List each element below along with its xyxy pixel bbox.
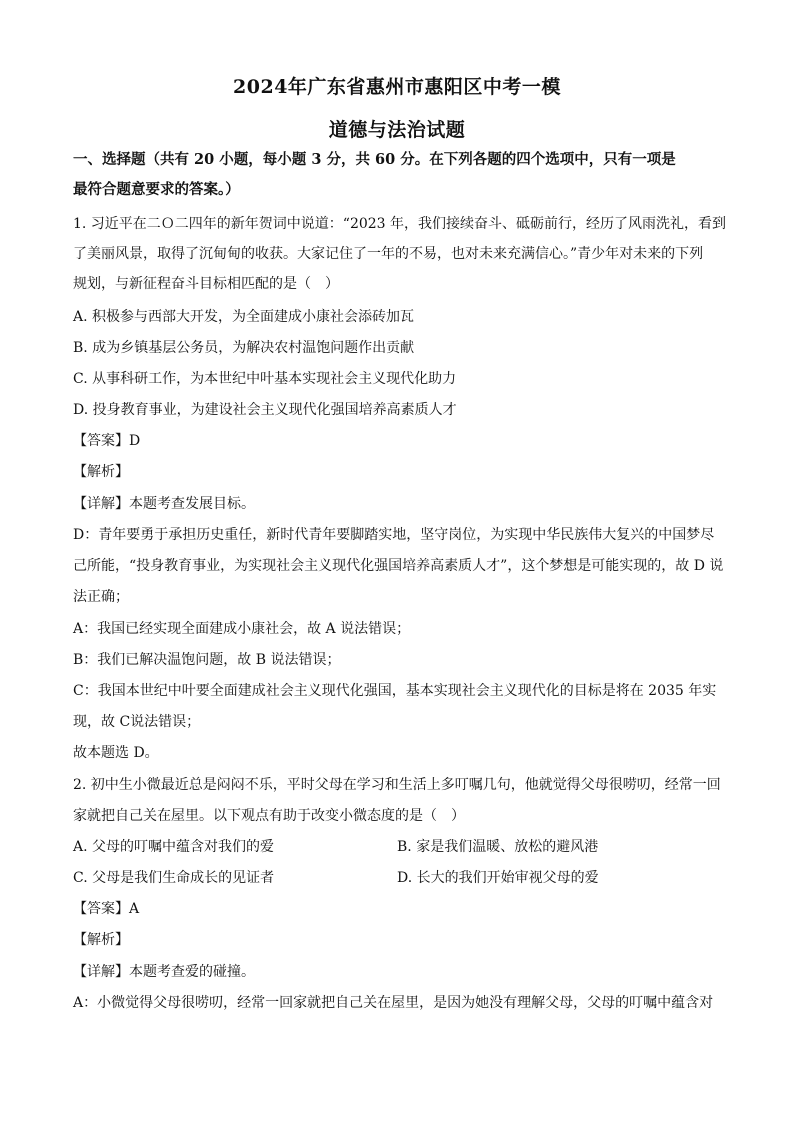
q1-explanation-line5: B：我们已解决温饱问题，故 B 说法错误； <box>73 652 341 668</box>
q1-explanation-line1: D：青年要勇于承担历史重任，新时代青年要脚踏实地，坚守岗位，为实现中华民族伟大复兴的中国梦尽 <box>73 527 715 543</box>
q1-option-c: C. 从事科研工作，为本世纪中叶基本实现社会主义现代化助力 <box>73 371 457 387</box>
q1-explanation-line7: 现，故 C说法错误； <box>73 714 201 730</box>
q1-explanation-line8: 故本题选 D。 <box>73 745 159 761</box>
q1-detail: 【详解】本题考查发展目标。 <box>73 496 255 512</box>
section-heading-line2: 最符合题意要求的答案。） <box>73 181 240 198</box>
q2-analysis-label: 【解析】 <box>73 932 129 948</box>
q1-explanation-line3: 法正确； <box>73 589 129 605</box>
q1-explanation-line4: A：我国已经实现全面建成小康社会，故 A 说法错误； <box>73 621 411 637</box>
q1-stem-line2: 了美丽风景，取得了沉甸甸的收获。大家记住了一年的不易，也对未来充满信心。”青少年对未来的下列 <box>73 246 704 262</box>
section-heading-line1: 一、选择题（共有 20 小题，每小题 3 分，共 60 分。在下列各题的四个选项中，只有一项是 <box>73 151 676 168</box>
q1-option-a: A. 积极参与西部大开发，为全面建成小康社会添砖加瓦 <box>73 309 415 325</box>
exam-title: 2024年广东省惠州市惠阳区中考一模 <box>233 76 561 98</box>
q2-option-c: C. 父母是我们生命成长的见证者 <box>73 870 275 886</box>
q1-explanation-line2: 己所能，“投身教育事业，为实现社会主义现代化强国培养高素质人才”，这个梦想是可能实现的，故 D 说 <box>73 558 724 574</box>
q2-options-row2 <box>73 868 723 888</box>
q1-analysis-label: 【解析】 <box>73 464 129 480</box>
q1-option-d: D. 投身教育事业，为建设社会主义现代化强国培养高素质人才 <box>73 402 457 418</box>
q2-option-a: A. 父母的叮嘱中蕴含对我们的爱 <box>73 839 275 855</box>
q2-explanation-line1: A：小微觉得父母很唠叨，经常一回家就把自己关在屋里，是因为她没有理解父母，父母的叮嘱中蕴含对 <box>73 995 714 1011</box>
q2-detail: 【详解】本题考查爱的碰撞。 <box>73 964 255 980</box>
q2-stem-line1: 2. 初中生小微最近总是闷闷不乐，平时父母在学习和生活上多叮嘱几句，他就觉得父母很唠叨，经常一回 <box>73 777 721 793</box>
q2-option-d: D. 长大的我们开始审视父母的爱 <box>397 870 599 886</box>
q1-stem-line3: 规划，与新征程奋斗目标相匹配的是（ ） <box>73 276 339 292</box>
exam-subtitle: 道德与法治试题 <box>328 119 466 141</box>
q1-stem-line1: 1. 习近平在二Ｏ二四年的新年贺词中说道：“2023 年，我们接续奋斗、砥砺前行，经历了风雨洗礼，看到 <box>73 216 727 232</box>
q2-answer: 【答案】A <box>73 901 140 917</box>
q2-stem-line2: 家就把自己关在屋里。以下观点有助于改变小微态度的是（ ） <box>73 808 465 824</box>
q1-explanation-line6: C：我国本世纪中叶要全面建成社会主义现代化强国，基本实现社会主义现代化的目标是将在 2035 年实 <box>73 683 717 699</box>
q2-options-row1 <box>73 837 723 857</box>
q1-option-b: B. 成为乡镇基层公务员，为解决农村温饱问题作出贡献 <box>73 340 415 356</box>
q1-answer: 【答案】D <box>73 433 141 449</box>
q2-option-b: B. 家是我们温暖、放松的避风港 <box>397 839 599 855</box>
